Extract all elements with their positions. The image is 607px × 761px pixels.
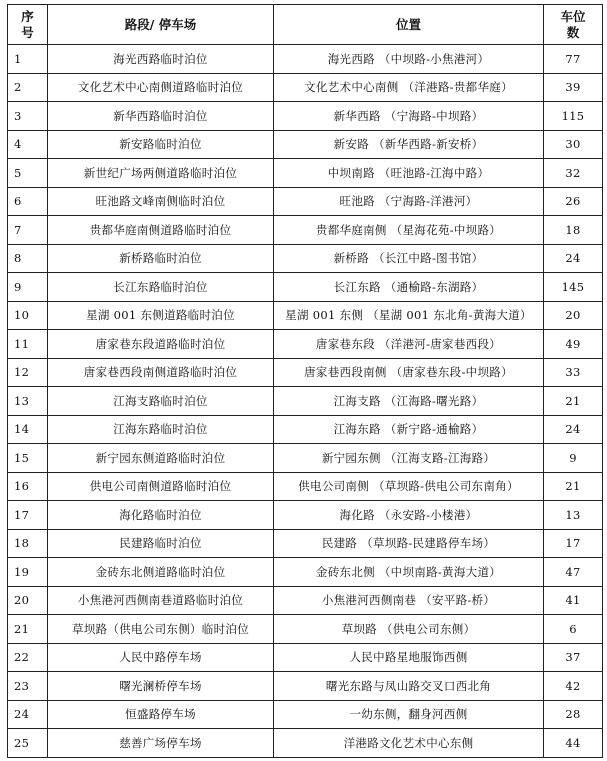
row-location: 文化艺术中心南侧 （洋港路-贵都华庭）: [274, 73, 544, 102]
row-location: 新宁园东侧 （江海支路-江海路）: [274, 444, 544, 473]
row-spaces: 28: [544, 700, 603, 729]
row-road-name: 民建路临时泊位: [48, 529, 274, 558]
table-row: [8, 73, 603, 102]
row-spaces: 145: [544, 273, 603, 302]
table-row: [8, 558, 603, 587]
row-road-name: 新宁园东侧道路临时泊位: [48, 444, 274, 473]
row-location: 中坝南路 （旺池路-江海中路）: [274, 159, 544, 188]
row-road-name: 恒盛路停车场: [48, 700, 274, 729]
table-body: [8, 45, 603, 758]
row-location: 长江东路 （通榆路-东湖路）: [274, 273, 544, 302]
row-location: 人民中路星地服饰西侧: [274, 643, 544, 672]
header-spaces-line2: 数: [566, 24, 580, 40]
row-road-name: 贵都华庭南侧道路临时泊位: [48, 216, 274, 245]
row-road-name: 长江东路临时泊位: [48, 273, 274, 302]
row-location: 供电公司南侧 （草坝路-供电公司东南角）: [274, 472, 544, 501]
table-row: [8, 586, 603, 615]
row-road-name: 新华西路临时泊位: [48, 102, 274, 131]
row-road-name: 唐家巷西段南侧道路临时泊位: [48, 358, 274, 387]
row-spaces: 42: [544, 672, 603, 701]
row-road-name: 海化路临时泊位: [48, 501, 274, 530]
row-location: 洋港路文化艺术中心东侧: [274, 729, 544, 758]
table-row: [8, 472, 603, 501]
header-serial-line2: 号: [21, 24, 34, 40]
row-spaces: 77: [544, 45, 603, 74]
header-spaces-line1: 车位: [560, 8, 586, 24]
row-spaces: 33: [544, 358, 603, 387]
row-location: 新桥路 （长江中路-图书馆）: [274, 244, 544, 273]
row-location: 江海东路 （新宁路-通榆路）: [274, 415, 544, 444]
row-number: 2: [8, 73, 48, 102]
row-spaces: 9: [544, 444, 603, 473]
header-spaces: [544, 5, 603, 45]
row-spaces: 49: [544, 330, 603, 359]
row-number: 10: [8, 301, 48, 330]
row-road-name: 人民中路停车场: [48, 643, 274, 672]
row-location: 金砖东北侧 （中坝南路-黄海大道）: [274, 558, 544, 587]
row-spaces: 24: [544, 415, 603, 444]
table-row: [8, 273, 603, 302]
row-road-name: 江海东路临时泊位: [48, 415, 274, 444]
row-spaces: 37: [544, 643, 603, 672]
row-number: 24: [8, 700, 48, 729]
row-number: 3: [8, 102, 48, 131]
row-road-name: 新安路临时泊位: [48, 130, 274, 159]
table-row: [8, 529, 603, 558]
row-location: 小焦港河西侧南巷 （安平路-桥）: [274, 586, 544, 615]
row-location: 曙光东路与凤山路交叉口西北角: [274, 672, 544, 701]
row-number: 21: [8, 615, 48, 644]
row-location: 海化路 （永安路-小楼港）: [274, 501, 544, 530]
row-number: 25: [8, 729, 48, 758]
row-road-name: 供电公司南侧道路临时泊位: [48, 472, 274, 501]
row-number: 14: [8, 415, 48, 444]
row-spaces: 115: [544, 102, 603, 131]
table-row: [8, 415, 603, 444]
row-location: 一幼东侧，翻身河西侧: [274, 700, 544, 729]
row-road-name: 星湖 001 东侧道路临时泊位: [48, 301, 274, 330]
table-row: [8, 358, 603, 387]
table-row: [8, 244, 603, 273]
header-road: 路段/ 停车场: [48, 5, 274, 45]
row-location: 唐家巷西段南侧 （唐家巷东段-中坝路）: [274, 358, 544, 387]
table-row: [8, 387, 603, 416]
row-spaces: 6: [544, 615, 603, 644]
header-serial: [8, 5, 48, 45]
table-row: [8, 330, 603, 359]
row-number: 1: [8, 45, 48, 74]
row-spaces: 13: [544, 501, 603, 530]
row-location: 新华西路 （宁海路-中坝路）: [274, 102, 544, 131]
table-row: [8, 187, 603, 216]
table-row: [8, 301, 603, 330]
row-road-name: 新世纪广场两侧道路临时泊位: [48, 159, 274, 188]
row-number: 8: [8, 244, 48, 273]
header-location: 位置: [274, 5, 544, 45]
row-number: 18: [8, 529, 48, 558]
row-road-name: 草坝路（供电公司东侧）临时泊位: [48, 615, 274, 644]
table-row: [8, 102, 603, 131]
row-road-name: 金砖东北侧道路临时泊位: [48, 558, 274, 587]
row-spaces: 21: [544, 472, 603, 501]
row-road-name: 慈善广场停车场: [48, 729, 274, 758]
table-row: [8, 615, 603, 644]
row-location: 唐家巷东段 （洋港河-唐家巷西段）: [274, 330, 544, 359]
table-row: [8, 501, 603, 530]
row-location: 草坝路 （供电公司东侧）: [274, 615, 544, 644]
row-location: 旺池路 （宁海路-洋港河）: [274, 187, 544, 216]
row-number: 4: [8, 130, 48, 159]
row-spaces: 24: [544, 244, 603, 273]
row-spaces: 17: [544, 529, 603, 558]
header-serial-line1: 序: [21, 8, 34, 24]
row-number: 16: [8, 472, 48, 501]
row-road-name: 旺池路文峰南侧临时泊位: [48, 187, 274, 216]
table-row: [8, 444, 603, 473]
row-spaces: 26: [544, 187, 603, 216]
row-location: 江海支路 （江海路-曙光路）: [274, 387, 544, 416]
row-location: 民建路 （草坝路-民建路停车场）: [274, 529, 544, 558]
row-location: 星湖 001 东侧 （星湖 001 东北角-黄海大道）: [274, 301, 544, 330]
table-row: [8, 643, 603, 672]
row-number: 12: [8, 358, 48, 387]
row-number: 15: [8, 444, 48, 473]
row-number: 7: [8, 216, 48, 245]
row-number: 19: [8, 558, 48, 587]
row-spaces: 44: [544, 729, 603, 758]
row-road-name: 江海支路临时泊位: [48, 387, 274, 416]
table-row: [8, 216, 603, 245]
row-number: 17: [8, 501, 48, 530]
row-spaces: 20: [544, 301, 603, 330]
row-road-name: 唐家巷东段道路临时泊位: [48, 330, 274, 359]
row-number: 22: [8, 643, 48, 672]
row-number: 11: [8, 330, 48, 359]
row-spaces: 41: [544, 586, 603, 615]
row-number: 23: [8, 672, 48, 701]
row-road-name: 小焦港河西侧南巷道路临时泊位: [48, 586, 274, 615]
row-spaces: 21: [544, 387, 603, 416]
row-location: 新安路 （新华西路-新安桥）: [274, 130, 544, 159]
table-row: [8, 159, 603, 188]
header-row: [8, 5, 603, 45]
row-road-name: 新桥路临时泊位: [48, 244, 274, 273]
table-row: [8, 700, 603, 729]
row-spaces: 47: [544, 558, 603, 587]
row-number: 5: [8, 159, 48, 188]
table-row: [8, 672, 603, 701]
table-row: [8, 130, 603, 159]
row-location: 贵都华庭南侧 （星海花苑-中坝路）: [274, 216, 544, 245]
row-location: 海光西路 （中坝路-小焦港河）: [274, 45, 544, 74]
table-row: [8, 729, 603, 758]
row-spaces: 39: [544, 73, 603, 102]
row-spaces: 30: [544, 130, 603, 159]
table-header: [8, 5, 603, 45]
row-road-name: 文化艺术中心南侧道路临时泊位: [48, 73, 274, 102]
row-spaces: 18: [544, 216, 603, 245]
table-row: [8, 45, 603, 74]
row-spaces: 32: [544, 159, 603, 188]
row-number: 13: [8, 387, 48, 416]
parking-table: [7, 4, 603, 758]
row-number: 20: [8, 586, 48, 615]
row-number: 9: [8, 273, 48, 302]
row-road-name: 海光西路临时泊位: [48, 45, 274, 74]
row-number: 6: [8, 187, 48, 216]
row-road-name: 曙光澜桥停车场: [48, 672, 274, 701]
